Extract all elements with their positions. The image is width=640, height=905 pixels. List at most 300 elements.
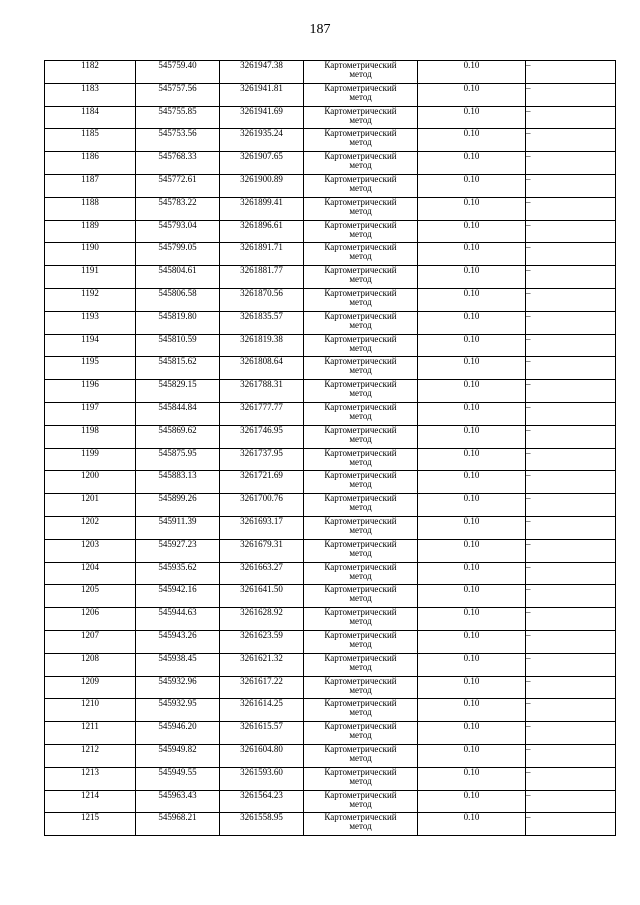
method-line-2: метод (349, 684, 372, 695)
note-cell: – (526, 813, 616, 836)
point-number-cell: 1190 (45, 243, 136, 266)
note-cell: – (526, 311, 616, 334)
y-coordinate-cell: 3261617.22 (220, 676, 304, 699)
coordinates-table (44, 60, 616, 836)
method-cell (304, 790, 418, 813)
table-row (45, 676, 616, 699)
point-number-cell: 1184 (45, 106, 136, 129)
table-row (45, 152, 616, 175)
y-coordinate-cell: 3261615.57 (220, 722, 304, 745)
method-line-2: метод (349, 524, 372, 535)
note-cell: – (526, 288, 616, 311)
method-cell (304, 653, 418, 676)
x-coordinate-cell: 545899.26 (136, 494, 220, 517)
note-cell: – (526, 357, 616, 380)
point-number-cell: 1213 (45, 767, 136, 790)
error-cell: 0.10 (418, 357, 526, 380)
x-coordinate-cell: 545783.22 (136, 197, 220, 220)
y-coordinate-cell: 3261788.31 (220, 380, 304, 403)
point-number-cell: 1182 (45, 61, 136, 84)
note-cell: – (526, 83, 616, 106)
error-cell: 0.10 (418, 425, 526, 448)
table-row (45, 174, 616, 197)
y-coordinate-cell: 3261663.27 (220, 562, 304, 585)
x-coordinate-cell: 545883.13 (136, 471, 220, 494)
error-cell: 0.10 (418, 266, 526, 289)
method-cell (304, 744, 418, 767)
method-line-2: метод (349, 433, 372, 444)
table-row (45, 61, 616, 84)
y-coordinate-cell: 3261564.23 (220, 790, 304, 813)
error-cell: 0.10 (418, 220, 526, 243)
table-row (45, 790, 616, 813)
method-cell (304, 243, 418, 266)
error-cell: 0.10 (418, 722, 526, 745)
note-cell: – (526, 243, 616, 266)
table-row (45, 516, 616, 539)
table-row (45, 630, 616, 653)
method-line-2: метод (349, 821, 372, 832)
method-line-2: метод (349, 91, 372, 102)
y-coordinate-cell: 3261721.69 (220, 471, 304, 494)
method-cell (304, 106, 418, 129)
method-line-2: метод (349, 228, 372, 239)
method-line-2: метод (349, 707, 372, 718)
table-row (45, 767, 616, 790)
y-coordinate-cell: 3261808.64 (220, 357, 304, 380)
x-coordinate-cell: 545768.33 (136, 152, 220, 175)
note-cell: – (526, 630, 616, 653)
method-line-1: Картометрический (324, 607, 397, 618)
point-number-cell: 1206 (45, 608, 136, 631)
x-coordinate-cell: 545932.96 (136, 676, 220, 699)
note-cell: – (526, 744, 616, 767)
error-cell: 0.10 (418, 494, 526, 517)
method-cell (304, 266, 418, 289)
method-cell (304, 61, 418, 84)
point-number-cell: 1195 (45, 357, 136, 380)
point-number-cell: 1212 (45, 744, 136, 767)
method-line-1: Картометрический (324, 128, 397, 139)
point-number-cell: 1187 (45, 174, 136, 197)
error-cell: 0.10 (418, 448, 526, 471)
x-coordinate-cell: 545938.45 (136, 653, 220, 676)
method-line-1: Картометрический (324, 60, 397, 70)
method-line-2: метод (349, 798, 372, 809)
y-coordinate-cell: 3261896.61 (220, 220, 304, 243)
point-number-cell: 1183 (45, 83, 136, 106)
method-line-1: Картометрический (324, 287, 397, 298)
method-line-2: метод (349, 661, 372, 672)
error-cell: 0.10 (418, 61, 526, 84)
table-row (45, 83, 616, 106)
method-cell (304, 676, 418, 699)
note-cell: – (526, 448, 616, 471)
point-number-cell: 1197 (45, 402, 136, 425)
method-cell (304, 516, 418, 539)
note-cell: – (526, 562, 616, 585)
error-cell: 0.10 (418, 197, 526, 220)
error-cell: 0.10 (418, 676, 526, 699)
error-cell: 0.10 (418, 471, 526, 494)
x-coordinate-cell: 545935.62 (136, 562, 220, 585)
method-line-1: Картометрический (324, 219, 397, 230)
y-coordinate-cell: 3261819.38 (220, 334, 304, 357)
point-number-cell: 1208 (45, 653, 136, 676)
method-line-1: Картометрический (324, 698, 397, 709)
note-cell: – (526, 790, 616, 813)
y-coordinate-cell: 3261777.77 (220, 402, 304, 425)
error-cell: 0.10 (418, 790, 526, 813)
method-line-1: Картометрический (324, 652, 397, 663)
y-coordinate-cell: 3261899.41 (220, 197, 304, 220)
point-number-cell: 1203 (45, 539, 136, 562)
note-cell: – (526, 220, 616, 243)
x-coordinate-cell: 545946.20 (136, 722, 220, 745)
error-cell: 0.10 (418, 380, 526, 403)
y-coordinate-cell: 3261947.38 (220, 61, 304, 84)
x-coordinate-cell: 545942.16 (136, 585, 220, 608)
x-coordinate-cell: 545755.85 (136, 106, 220, 129)
table-row (45, 266, 616, 289)
point-number-cell: 1209 (45, 676, 136, 699)
note-cell: – (526, 129, 616, 152)
table-row (45, 722, 616, 745)
method-line-1: Картометрический (324, 515, 397, 526)
method-line-1: Картометрический (324, 424, 397, 435)
y-coordinate-cell: 3261941.81 (220, 83, 304, 106)
y-coordinate-cell: 3261693.17 (220, 516, 304, 539)
table-row (45, 129, 616, 152)
coordinates-table-body (45, 61, 616, 836)
point-number-cell: 1186 (45, 152, 136, 175)
y-coordinate-cell: 3261835.57 (220, 311, 304, 334)
method-cell (304, 129, 418, 152)
x-coordinate-cell: 545963.43 (136, 790, 220, 813)
table-row (45, 243, 616, 266)
method-line-2: метод (349, 365, 372, 376)
method-line-1: Картометрический (324, 561, 397, 572)
method-cell (304, 425, 418, 448)
table-row (45, 448, 616, 471)
method-line-2: метод (349, 593, 372, 604)
error-cell: 0.10 (418, 334, 526, 357)
y-coordinate-cell: 3261870.56 (220, 288, 304, 311)
method-cell (304, 722, 418, 745)
note-cell: – (526, 402, 616, 425)
x-coordinate-cell: 545844.84 (136, 402, 220, 425)
table-row (45, 744, 616, 767)
note-cell: – (526, 471, 616, 494)
method-cell (304, 357, 418, 380)
error-cell: 0.10 (418, 585, 526, 608)
point-number-cell: 1215 (45, 813, 136, 836)
note-cell: – (526, 699, 616, 722)
method-line-1: Картометрический (324, 401, 397, 412)
y-coordinate-cell: 3261623.59 (220, 630, 304, 653)
x-coordinate-cell: 545819.80 (136, 311, 220, 334)
y-coordinate-cell: 3261593.60 (220, 767, 304, 790)
method-line-2: метод (349, 638, 372, 649)
y-coordinate-cell: 3261604.80 (220, 744, 304, 767)
method-line-1: Картометрический (324, 470, 397, 481)
point-number-cell: 1200 (45, 471, 136, 494)
method-cell (304, 813, 418, 836)
y-coordinate-cell: 3261907.65 (220, 152, 304, 175)
method-line-2: метод (349, 342, 372, 353)
method-line-2: метод (349, 137, 372, 148)
x-coordinate-cell: 545869.62 (136, 425, 220, 448)
table-row (45, 380, 616, 403)
x-coordinate-cell: 545759.40 (136, 61, 220, 84)
method-cell (304, 608, 418, 631)
method-line-1: Картометрический (324, 584, 397, 595)
note-cell: – (526, 197, 616, 220)
method-line-1: Картометрический (324, 493, 397, 504)
error-cell: 0.10 (418, 813, 526, 836)
page-number: 187 (309, 22, 331, 37)
method-line-2: метод (349, 160, 372, 171)
method-line-2: метод (349, 502, 372, 513)
error-cell: 0.10 (418, 608, 526, 631)
note-cell: – (526, 380, 616, 403)
error-cell: 0.10 (418, 767, 526, 790)
x-coordinate-cell: 545810.59 (136, 334, 220, 357)
method-line-1: Картометрический (324, 721, 397, 732)
error-cell: 0.10 (418, 699, 526, 722)
y-coordinate-cell: 3261621.32 (220, 653, 304, 676)
x-coordinate-cell: 545806.58 (136, 288, 220, 311)
method-line-1: Картометрический (324, 789, 397, 800)
table-row (45, 653, 616, 676)
y-coordinate-cell: 3261641.50 (220, 585, 304, 608)
method-line-2: метод (349, 547, 372, 558)
method-cell (304, 83, 418, 106)
point-number-cell: 1205 (45, 585, 136, 608)
note-cell: – (526, 608, 616, 631)
method-line-2: метод (349, 730, 372, 741)
x-coordinate-cell: 545804.61 (136, 266, 220, 289)
point-number-cell: 1211 (45, 722, 136, 745)
method-line-2: метод (349, 479, 372, 490)
note-cell: – (526, 676, 616, 699)
y-coordinate-cell: 3261941.69 (220, 106, 304, 129)
table-row (45, 357, 616, 380)
error-cell: 0.10 (418, 129, 526, 152)
point-number-cell: 1188 (45, 197, 136, 220)
method-line-2: метод (349, 570, 372, 581)
y-coordinate-cell: 3261700.76 (220, 494, 304, 517)
method-line-2: метод (349, 752, 372, 763)
x-coordinate-cell: 545911.39 (136, 516, 220, 539)
note-cell: – (526, 152, 616, 175)
method-line-1: Картометрический (324, 743, 397, 754)
x-coordinate-cell: 545829.15 (136, 380, 220, 403)
y-coordinate-cell: 3261900.89 (220, 174, 304, 197)
table-row (45, 562, 616, 585)
note-cell: – (526, 767, 616, 790)
method-line-1: Картометрический (324, 196, 397, 207)
note-cell: – (526, 722, 616, 745)
note-cell: – (526, 494, 616, 517)
note-cell: – (526, 425, 616, 448)
method-cell (304, 174, 418, 197)
point-number-cell: 1201 (45, 494, 136, 517)
point-number-cell: 1198 (45, 425, 136, 448)
method-cell (304, 448, 418, 471)
method-line-1: Картометрический (324, 151, 397, 162)
point-number-cell: 1185 (45, 129, 136, 152)
method-line-1: Картометрический (324, 538, 397, 549)
table-row (45, 813, 616, 836)
table-row (45, 402, 616, 425)
x-coordinate-cell: 545927.23 (136, 539, 220, 562)
method-cell (304, 288, 418, 311)
point-number-cell: 1194 (45, 334, 136, 357)
point-number-cell: 1196 (45, 380, 136, 403)
method-line-2: метод (349, 205, 372, 216)
x-coordinate-cell: 545815.62 (136, 357, 220, 380)
y-coordinate-cell: 3261614.25 (220, 699, 304, 722)
note-cell: – (526, 266, 616, 289)
note-cell: – (526, 334, 616, 357)
y-coordinate-cell: 3261628.92 (220, 608, 304, 631)
method-line-1: Картометрический (324, 447, 397, 458)
table-row (45, 585, 616, 608)
note-cell: – (526, 539, 616, 562)
x-coordinate-cell: 545772.61 (136, 174, 220, 197)
error-cell: 0.10 (418, 311, 526, 334)
x-coordinate-cell: 545943.26 (136, 630, 220, 653)
x-coordinate-cell: 545949.82 (136, 744, 220, 767)
method-cell (304, 630, 418, 653)
x-coordinate-cell: 545799.05 (136, 243, 220, 266)
method-line-1: Картометрический (324, 333, 397, 344)
table-row (45, 608, 616, 631)
method-line-1: Картометрический (324, 356, 397, 367)
point-number-cell: 1189 (45, 220, 136, 243)
method-cell (304, 334, 418, 357)
method-line-1: Картометрический (324, 242, 397, 253)
error-cell: 0.10 (418, 83, 526, 106)
method-cell (304, 220, 418, 243)
error-cell: 0.10 (418, 402, 526, 425)
method-line-2: метод (349, 456, 372, 467)
point-number-cell: 1207 (45, 630, 136, 653)
method-line-1: Картометрический (324, 310, 397, 321)
table-row (45, 197, 616, 220)
method-line-1: Картометрический (324, 766, 397, 777)
method-line-2: метод (349, 182, 372, 193)
y-coordinate-cell: 3261746.95 (220, 425, 304, 448)
y-coordinate-cell: 3261679.31 (220, 539, 304, 562)
method-line-2: метод (349, 114, 372, 125)
x-coordinate-cell: 545932.95 (136, 699, 220, 722)
method-line-1: Картометрический (324, 379, 397, 390)
note-cell: – (526, 516, 616, 539)
y-coordinate-cell: 3261891.71 (220, 243, 304, 266)
method-cell (304, 380, 418, 403)
table-row (45, 425, 616, 448)
note-cell: – (526, 585, 616, 608)
point-number-cell: 1204 (45, 562, 136, 585)
method-cell (304, 197, 418, 220)
table-row (45, 334, 616, 357)
error-cell: 0.10 (418, 174, 526, 197)
method-line-2: метод (349, 319, 372, 330)
method-line-1: Картометрический (324, 173, 397, 184)
method-cell (304, 767, 418, 790)
method-line-2: метод (349, 274, 372, 285)
y-coordinate-cell: 3261737.95 (220, 448, 304, 471)
x-coordinate-cell: 545757.56 (136, 83, 220, 106)
note-cell: – (526, 61, 616, 84)
method-cell (304, 471, 418, 494)
x-coordinate-cell: 545793.04 (136, 220, 220, 243)
y-coordinate-cell: 3261558.95 (220, 813, 304, 836)
method-line-2: метод (349, 775, 372, 786)
method-cell (304, 494, 418, 517)
method-line-2: метод (349, 410, 372, 421)
x-coordinate-cell: 545949.55 (136, 767, 220, 790)
x-coordinate-cell: 545944.63 (136, 608, 220, 631)
method-cell (304, 585, 418, 608)
table-row (45, 288, 616, 311)
method-cell (304, 539, 418, 562)
error-cell: 0.10 (418, 243, 526, 266)
error-cell: 0.10 (418, 516, 526, 539)
point-number-cell: 1214 (45, 790, 136, 813)
table-row (45, 494, 616, 517)
table-row (45, 311, 616, 334)
y-coordinate-cell: 3261881.77 (220, 266, 304, 289)
y-coordinate-cell: 3261935.24 (220, 129, 304, 152)
method-cell (304, 402, 418, 425)
error-cell: 0.10 (418, 744, 526, 767)
table-row (45, 539, 616, 562)
point-number-cell: 1192 (45, 288, 136, 311)
error-cell: 0.10 (418, 630, 526, 653)
point-number-cell: 1193 (45, 311, 136, 334)
table-row (45, 471, 616, 494)
method-line-1: Картометрический (324, 105, 397, 116)
error-cell: 0.10 (418, 152, 526, 175)
method-cell (304, 699, 418, 722)
method-line-1: Картометрический (324, 812, 397, 823)
x-coordinate-cell: 545875.95 (136, 448, 220, 471)
method-line-1: Картометрический (324, 629, 397, 640)
x-coordinate-cell: 545753.56 (136, 129, 220, 152)
method-line-2: метод (349, 388, 372, 399)
error-cell: 0.10 (418, 653, 526, 676)
error-cell: 0.10 (418, 106, 526, 129)
method-line-2: метод (349, 296, 372, 307)
method-line-2: метод (349, 69, 372, 79)
table-row (45, 220, 616, 243)
table-row (45, 106, 616, 129)
method-cell (304, 152, 418, 175)
method-line-2: метод (349, 251, 372, 262)
method-line-2: метод (349, 616, 372, 627)
note-cell: – (526, 174, 616, 197)
method-line-1: Картометрический (324, 82, 397, 93)
error-cell: 0.10 (418, 562, 526, 585)
point-number-cell: 1210 (45, 699, 136, 722)
error-cell: 0.10 (418, 288, 526, 311)
method-line-1: Картометрический (324, 265, 397, 276)
error-cell: 0.10 (418, 539, 526, 562)
method-line-1: Картометрический (324, 675, 397, 686)
